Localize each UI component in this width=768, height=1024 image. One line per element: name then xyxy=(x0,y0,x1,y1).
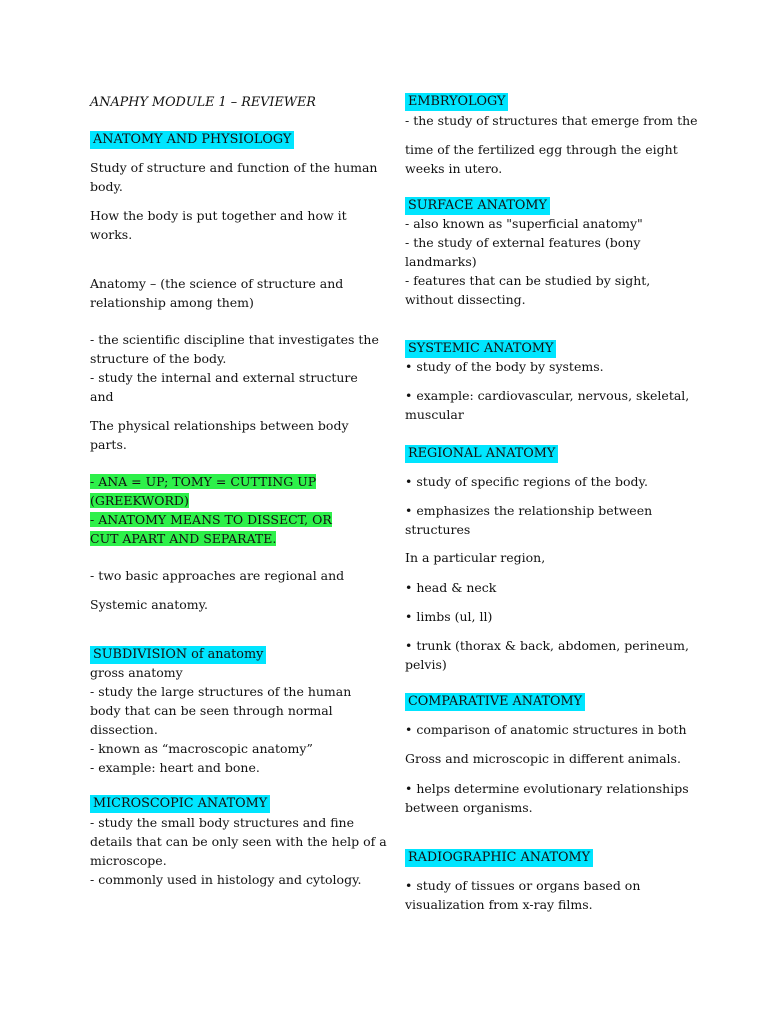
document-title: ANAPHY MODULE 1 – REVIEWER xyxy=(90,95,316,110)
microscopic-content: - study the small body structures and fine details that can be only seen with the help of a microscope. - commonly used in histology and cytology. xyxy=(90,815,387,887)
surface-content: - also known as "superficial anatomy" - the study of external features (bony landmarks) - features that can be studied by sight, without dissecting. xyxy=(405,216,651,307)
systemic-bullet-2: • example: cardiovascular, nervous, skeletal, muscular xyxy=(405,388,690,422)
systemic-bullet-1: • study of the body by systems. xyxy=(405,359,604,374)
paragraph-systemic: Systemic anatomy. xyxy=(90,597,209,612)
regional-bullet-trunk: • trunk (thorax & back, abdomen, perineum, pelvis) xyxy=(405,638,689,672)
embryology-line-1: - the study of structures that emerge from the xyxy=(405,113,698,128)
section-heading-microscopic: MICROSCOPIC ANATOMY xyxy=(90,793,372,813)
paragraph-how-body-works: How the body is put together and how it works. xyxy=(90,208,347,242)
regional-bullet-2: • emphasizes the relationship between structures xyxy=(405,503,653,537)
highlighted-note: - ANA = UP; TOMY = CUTTING UP (GREEKWORD) - ANATOMY MEANS TO DISSECT, OR CUT APART AND SEPARATE. xyxy=(90,474,332,546)
paragraph-definition: Study of structure and function of the human body. xyxy=(90,160,378,194)
comparative-line-2: Gross and microscopic in different animals. xyxy=(405,751,681,766)
paragraph-physical-relationships: The physical relationships between body parts. xyxy=(90,418,349,452)
regional-bullet-limbs: • limbs (ul, ll) xyxy=(405,609,493,624)
regional-bullet-1: • study of specific regions of the body. xyxy=(405,474,648,489)
embryology-line-2: time of the fertilized egg through the eight weeks in utero. xyxy=(405,142,678,176)
comparative-bullet-1: • comparison of anatomic structures in both xyxy=(405,722,687,737)
section-heading-comparative: COMPARATIVE ANATOMY xyxy=(405,691,695,711)
section-heading-subdivision: SUBDIVISION of anatomy xyxy=(90,644,372,664)
section-heading-embryology: EMBRYOLOGY xyxy=(405,91,695,111)
section-heading-radiographic: RADIOGRAPHIC ANATOMY xyxy=(405,847,695,867)
paragraph-approaches: - two basic approaches are regional and xyxy=(90,568,345,583)
regional-bullet-head-neck: • head & neck xyxy=(405,580,497,595)
paragraph-scientific-discipline: - the scientific discipline that investigates the structure of the body. - study the internal and external structure and xyxy=(90,332,379,404)
comparative-bullet-3: • helps determine evolutionary relationships between organisms. xyxy=(405,781,689,815)
section-heading-surface: SURFACE ANATOMY xyxy=(405,195,695,215)
regional-line-3: In a particular region, xyxy=(405,550,546,565)
section-heading-regional: REGIONAL ANATOMY xyxy=(405,443,695,463)
radiographic-bullet-1: • study of tissues or organs based on visualization from x-ray films. xyxy=(405,878,641,912)
section-heading-anatomy-physiology: ANATOMY AND PHYSIOLOGY xyxy=(90,129,372,149)
subdivision-content: gross anatomy - study the large structures of the human body that can be seen through normal dissection. - known as “macroscopic anatomy” - example: heart and bone. xyxy=(90,665,352,775)
paragraph-anatomy-definition: Anatomy – (the science of structure and relationship among them) xyxy=(90,276,344,310)
section-heading-systemic: SYSTEMIC ANATOMY xyxy=(405,338,695,358)
